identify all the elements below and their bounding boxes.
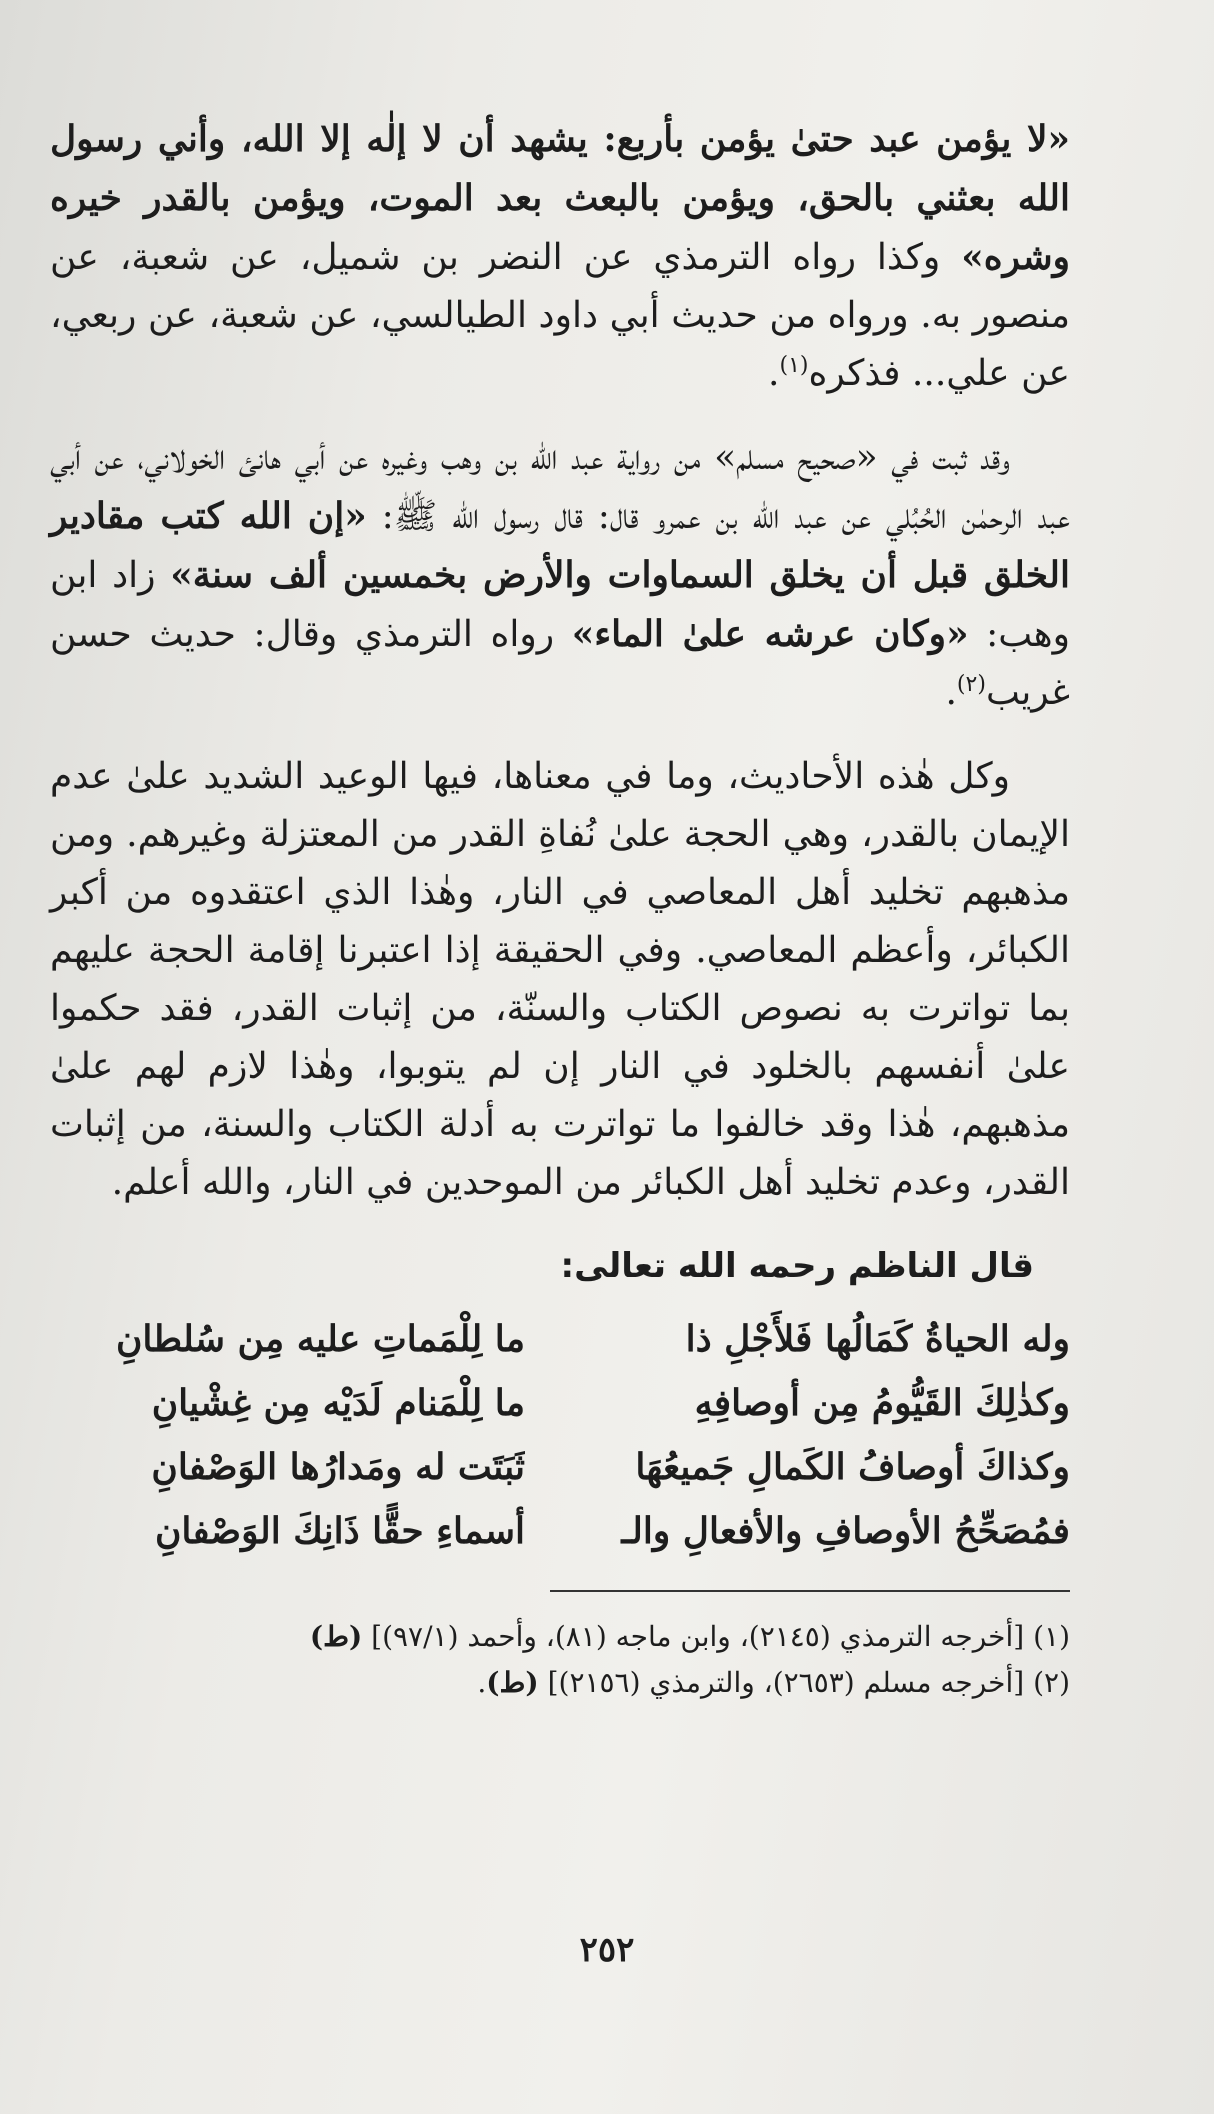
paragraph-commentary: وكل هٰذه الأحاديث، وما في معناها، فيها الوعيد الشديد علىٰ عدم الإيمان بالقدر، وهي الحجة علىٰ نُفاةِ القدر من المعتزلة وغيرهم. ومن مذهبهم تخليد أهل المعاصي في النار، وهٰذا الذي اعتقدوه من أكبر الكبائر، وأعظم المعاصي. وفي الحقيقة إذا اعتبرنا إقامة الحجة عليهم بما تواترت به نصوص الكتاب والسنّة، من إثبات القدر، فقد حكموا علىٰ أنفسهم بالخلود في النار إن لم يتوبوا، وهٰذا لازم لهم علىٰ مذهبهم، هٰذا وقد خالفوا ما تواترت به أدلة الكتاب والسنة، من إثبات القدر، وعدم تخليد أهل الكبائر من الموحدين في النار، والله أعلم. [50,756,1070,1203]
paragraph-hadith-four-beliefs: «لا يؤمن عبد حتىٰ يؤمن بأربع: يشهد أن لا إلٰه إلا الله، وأني رسول الله بعثني بالحق، ويؤمن بالبعث بعد الموت، ويؤمن بالقدر خيره وشره» وكذا رواه الترمذي عن النضر بن شميل، عن شعبة، عن منصور به. ورواه من حديث أبي داود الطيالسي، عن شعبة، عن ربعي، عن علي... فذكره$^{(١)}$. [50,118,1070,394]
paragraph-text: وقد ثبت في «صحيح مسلم» من رواية عبد الله بن وهب وغيره عن أبي هانئ الخولاني، عن أبي عبد الرحمٰن الحُبُلي عن عبد الله بن عمرو قال: قال رسول الله ﷺ: [50,437,1070,537]
footnote-2: (٢) [أخرجه مسلم (٢٦٥٣)، والترمذي (٢١٥٦)] (ط). [477,1666,1070,1699]
verse-right-1: وله الحياةُ كَمَالُها فَلأَجْلِ ذا [685,1318,1070,1360]
hadith-quote-bold: «وكان عرشه علىٰ الماء» [571,613,969,655]
page-number: ٢٥٢ [579,1930,635,1970]
hadith-quote-bold: «لا يؤمن عبد حتىٰ يؤمن بأربع: يشهد أن لا إلٰه إلا الله، وأني رسول الله بعثني بالحق، ويؤمن بالبعث بعد الموت، ويؤمن بالقدر خيره وشره» [50,118,1070,278]
book-page [50,110,1070,1706]
verse-left-1: ما لِلْمَماتِ عليه مِن سُلطانِ [115,1318,525,1360]
paragraph-text: وكذا رواه الترمذي عن النضر بن شميل، عن شعبة، عن منصور به. ورواه من حديث أبي داود الطيالسي، عن شعبة، عن ربعي، عن علي... فذكره [50,237,1070,394]
footnote-ref-1: (١) [779,353,809,378]
paragraph-sahih-muslim: وقد ثبت في «صحيح مسلم» من رواية عبد الله بن وهب وغيره عن أبي هانئ الخولاني، عن أبي عبد الرحمٰن الحُبُلي عن عبد الله بن عمرو قال: قال رسول الله ﷺ: «إن الله كتب مقادير الخلق قبل أن يخلق السماوات والأرض بخمسين ألف سنة» زاد ابن وهب: «وكان عرشه علىٰ الماء» رواه الترمذي وقال: حديث حسن غريب$^{(٢)}$. [50,437,1071,713]
footnote-ref-2: (٢) [956,672,986,697]
footnote-number: (٢) [1033,1666,1070,1699]
footnote-divider [550,1590,1070,1592]
footnote-tag: (ط) [486,1666,539,1699]
footnote-text: [أخرجه مسلم (٢٦٥٣)، والترمذي (٢١٥٦)] [547,1666,1025,1699]
verse-left-4: أسماءِ حقًّا ذَانِكَ الوَصْفانِ [154,1510,525,1552]
footnote-text: [أخرجه الترمذي (٢١٤٥)، وابن ماجه (٨١)، وأحمد (٩٧/١)] [371,1620,1025,1653]
verse-left-2: ما لِلْمَنام لَدَيْه مِن غِشْيانِ [151,1382,525,1424]
hadith-quote-bold: «إن الله كتب مقادير الخلق قبل أن يخلق السماوات والأرض بخمسين ألف سنة» [50,495,1070,596]
footnote-1 [50,1614,1070,1660]
poem-heading: قال الناظم رحمه الله تعالى: [560,1246,1034,1286]
verse-right-2: وكذٰلِكَ القَيُّومُ مِن أوصافِهِ [694,1382,1070,1424]
poem-verses [50,1310,1070,1560]
footnote-number: (١) [1033,1620,1070,1653]
paragraph-text: زاد ابن وهب: [50,555,1071,655]
verse-right-3: وكذاكَ أوصافُ الكَمالِ جَميعُهَا [635,1446,1070,1488]
verse-right-4: فمُصَحِّحُ الأوصافِ والأفعالِ والـ [621,1510,1070,1552]
paragraph-text: رواه الترمذي وقال: حديث حسن غريب [50,614,1070,713]
verse-left-3: ثَبَتَت له ومَدارُها الوَصْفانِ [151,1446,525,1488]
footnote-tag: (ط) [309,1620,363,1653]
